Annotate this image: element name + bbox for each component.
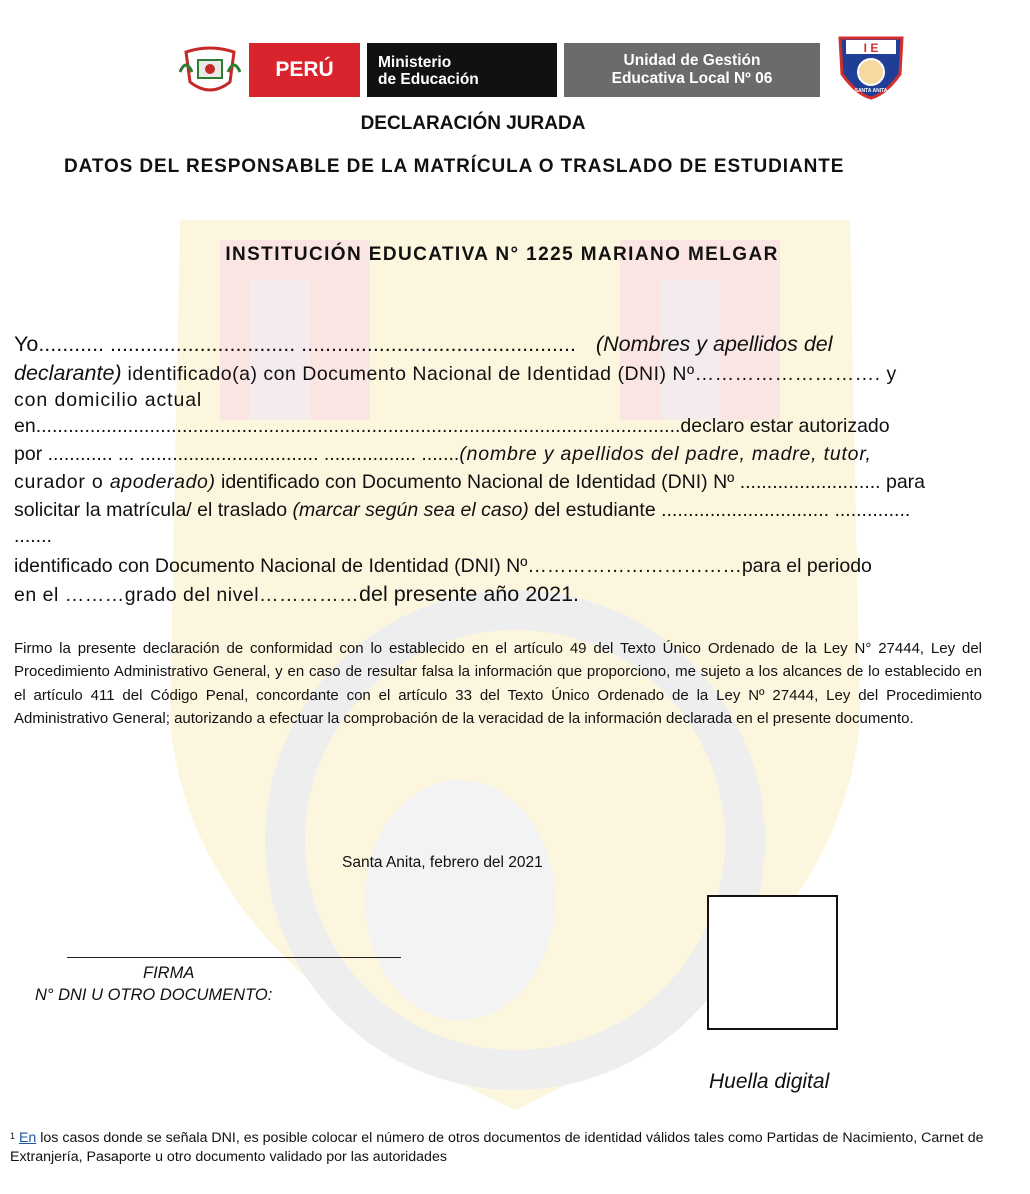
body-line-1-hint: (Nombres y apellidos del <box>595 332 833 356</box>
body-line-8: ....... <box>14 525 52 547</box>
ugel-line-1: Unidad de Gestión <box>623 52 761 69</box>
body-line-2-text: identificado(a) con Documento Nacional de Identidad (DNI) Nº………………………. y <box>121 363 897 385</box>
body-line-2 <box>14 362 897 385</box>
signature-line <box>67 957 401 958</box>
fingerprint-label: Huella digital <box>709 1070 830 1093</box>
school-emblem-caption: SANTA ANITA <box>854 88 888 94</box>
body-line-5-hint: (nombre y apellidos del padre, madre, tutor, <box>459 443 872 465</box>
body-line-9: identificado con Documento Nacional de Identidad (DNI) Nº……………………………para el periodo <box>14 555 872 577</box>
ugel-logo <box>564 43 820 97</box>
body-line-6-hint: apoderado) <box>109 471 216 493</box>
body-line-4-dots: en....................................................................................................................... <box>14 415 681 437</box>
ministry-line-1: Ministerio <box>378 54 452 71</box>
school-emblem-icon <box>834 34 908 100</box>
body-line-7-hint: (marcar según sea el caso) <box>292 499 529 521</box>
body-line-4 <box>14 415 890 437</box>
footnote-lead: En <box>18 1130 37 1146</box>
signature-label: FIRMA <box>143 964 195 982</box>
body-line-1 <box>14 333 833 355</box>
document-title: DECLARACIÓN JURADA <box>360 113 586 134</box>
body-line-7 <box>14 499 910 521</box>
body-line-5-dots: por ............ ... ................................. ................. ....... <box>14 443 460 465</box>
body-line-10-a: en el ………grado del nivel…………… <box>14 584 360 606</box>
peru-brand: PERÚ <box>249 43 360 97</box>
body-line-10-b: del presente año 2021. <box>359 582 580 606</box>
body-line-5 <box>14 443 872 465</box>
body-line-10 <box>14 583 579 606</box>
ministry-logo <box>367 43 557 97</box>
institution-name: INSTITUCIÓN EDUCATIVA N° 1225 MARIANO MELGAR <box>225 244 779 265</box>
document-subtitle: DATOS DEL RESPONSABLE DE LA MATRÍCULA O TRASLADO DE ESTUDIANTE <box>64 156 845 177</box>
body-line-6-text: identificado con Documento Nacional de Identidad (DNI) Nº .......................... para <box>215 471 926 493</box>
footnote-text: los casos donde se señala DNI, es posible colocar el número de otros documentos de identidad válidos tales como Partidas de Nacimiento, Carnet de Extranjería, Pasaporte u otro documento validado por las autoridades <box>10 1130 984 1165</box>
footnote-number: 1 <box>10 1131 16 1141</box>
body-line-7-text: del estudiante ............................... .............. <box>528 499 911 521</box>
body-line-4-text: declaro estar autorizado <box>680 415 890 437</box>
ugel-line-2: Educativa Local Nº 06 <box>611 70 773 87</box>
body-line-6 <box>14 471 925 493</box>
place-date: Santa Anita, febrero del 2021 <box>342 854 543 871</box>
body-line-6-a: curador o <box>14 471 110 493</box>
dni-label: N° DNI U OTRO DOCUMENTO: <box>35 986 273 1004</box>
body-line-1-dots: Yo........... ............................... .............................................. <box>14 332 576 356</box>
declaration-paragraph: Firmo la presente declaración de conformidad con lo establecido en el artículo 49 del Texto Único Ordenado de la Ley N° 27444, Ley del Procedimiento Administrativo General, y en caso de resultar falsa la información que proporciono, me sujeto a los alcances de lo establecido en el artículo 411 del Código Penal, concordante con el artículo 33 del Texto Único Ordenado de la Ley Nº 27444, Ley del Procedimiento Administrativo General; autorizando a efectuar la comprobación de la veracidad de la información declarada en el presente documento. <box>14 640 982 728</box>
footnote <box>10 1129 1010 1167</box>
body-line-7-a: solicitar la matrícula/ el traslado <box>14 499 293 521</box>
peru-coat-of-arms-icon <box>178 42 242 98</box>
fingerprint-box <box>707 895 838 1030</box>
school-emblem-letters: I E <box>863 41 879 55</box>
ministry-line-2: de Educación <box>378 71 479 88</box>
body-line-3: con domicilio actual <box>14 389 203 411</box>
body-line-2-hint: declarante) <box>14 361 122 385</box>
